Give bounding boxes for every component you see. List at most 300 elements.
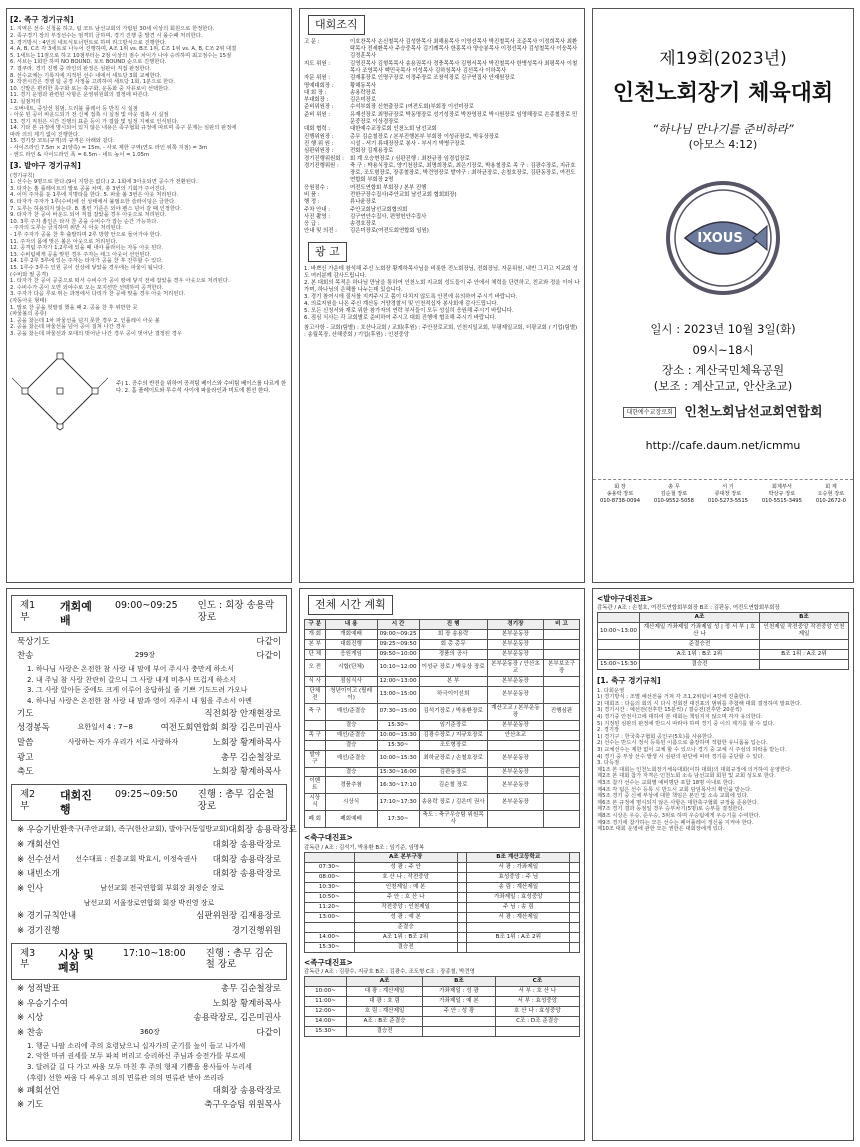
table-header: A조 본부구장 [354, 852, 457, 862]
text-line: 9. 타자가 찬 공이 바운드 되어 직접 잡았을 경우 아웃으로 처리된다. [10, 212, 167, 219]
table-cell [457, 872, 467, 882]
committee-members: 김은미장로 [350, 97, 377, 104]
table-cell [457, 912, 467, 922]
text-line: 7. 도루는 허용되지 않는다. 8. 홈런 기준은 외야 펜스 넘어 갈 때 인정한다. [10, 205, 182, 212]
committee-members: 대한예수교장로회 인천노회 남선교회 [350, 126, 437, 133]
order-item: ※ 인사 [17, 883, 44, 894]
order-detail: 남선교회 전국연합회 부회장 최정순 장로 [100, 883, 225, 892]
table-cell [457, 892, 467, 902]
text-line: 1. 선수는 9명으로 한다.(9이 지방은 없다.) 2. 1회에 3아웃되면 공수가 전환된다. [10, 179, 198, 186]
order-detail: 299장 [134, 651, 155, 660]
committee-role: 응 급 : [304, 221, 320, 228]
table-cell [457, 942, 467, 952]
table-cell: 성 광 : 주 안 [354, 862, 457, 872]
table-cell: 07:30~15:00 [377, 703, 419, 720]
order-detail [33, 709, 204, 720]
order-detail [68, 999, 213, 1010]
table-cell [544, 676, 580, 686]
foot-bracket-table [304, 976, 580, 1037]
committee-row [304, 83, 580, 90]
committee-role: 주차 안내 : [304, 206, 331, 213]
order-row [11, 997, 287, 1012]
table-row [305, 987, 580, 997]
table-cell: 10:00~15:30 [377, 750, 419, 767]
table-cell [487, 811, 543, 828]
part3-hymn [11, 1041, 287, 1084]
committee-role: 준비위원장 : [304, 104, 334, 111]
ads-heading: 광 고 [308, 242, 347, 262]
table-row [305, 882, 580, 892]
footvolley-rules-title: [3. 발야구 경기규칙] [10, 161, 81, 171]
table-cell: 가좌제일 : 예 본 [423, 996, 496, 1006]
table-cell: 결승 [325, 720, 377, 730]
committee-row [304, 112, 580, 127]
table-cell [544, 730, 580, 740]
committee-heading: 대회조직 [308, 15, 365, 35]
diagram-note: 주) 1. 공수의 반전을 위하여 공격팀 베이스와 수비팀 베이스를 다르게 한다. 2. 홈 플레이트와 투수석 사이에 파울라인과 미트에 흰선 한다. [116, 381, 287, 395]
part2-rows [11, 823, 297, 938]
text-line: 4. 이미 주자를 둔 1루에 지명타를 한다. 5. 파울 볼 3번은 아웃 처리된다. [10, 192, 179, 199]
table-cell: 본부운동장 [487, 676, 543, 686]
table-row [598, 650, 849, 660]
cafe-url[interactable]: http://cafe.daum.net/icmmu [645, 439, 801, 453]
order-row [11, 838, 287, 853]
contact-role: 회 장 [614, 483, 626, 490]
committee-members: 회 계 오승현장로 / 심판진행 : 최찬규장 임경섭장로 [350, 155, 470, 162]
order-item: 성경봉독 [17, 723, 50, 734]
order-item: ※ 경기규칙안내 [17, 911, 77, 922]
table-cell [305, 922, 355, 932]
event-place: 장소 : 계산국민체육공원 [661, 363, 785, 378]
table-cell: 준결승 [354, 922, 457, 932]
table-row [305, 750, 580, 767]
table-cell [544, 794, 580, 811]
table-header [570, 852, 580, 862]
table-cell: 10:10~12:00 [377, 659, 419, 676]
table-header [457, 852, 467, 862]
committee-role: 행 정 : [304, 199, 320, 206]
event-title: 인천노회장기 체육대회 [612, 81, 834, 107]
table-cell: 임기준장로 [419, 720, 487, 730]
table-cell: 폐회예배 [325, 811, 377, 828]
table-cell: 15:30~16:00 [377, 767, 419, 777]
committee-row [304, 163, 580, 185]
table-cell: 본부운동장 [487, 629, 543, 639]
table-cell [570, 932, 580, 942]
table-cell: 김순철 장로 [419, 777, 487, 794]
table-cell: 준결승전 [639, 640, 759, 650]
ads-reference: 참고사항 - 교회(팀별) : 호산나교회 / 교회(후원) : 주안장로교회, 인천지일교회, 부평제일교회, 더광교회 / 기업(팀별) : 송월목장, 산해중회 / 기업(후원) : 인천중앙 [304, 324, 578, 338]
table-cell: 본부운동장 [487, 750, 543, 767]
event-time: 09시~18시 [692, 342, 754, 357]
part1-rows [11, 635, 287, 664]
soccer-rules2-title: [1. 축구 경기규칙] [597, 676, 661, 686]
order-detail [50, 637, 257, 648]
contact-item [816, 484, 846, 505]
table-row [305, 740, 580, 750]
table-row [598, 623, 849, 640]
table-cell: 본부운동장 [487, 767, 543, 777]
order-row [11, 909, 287, 924]
text-line: - 1루 주자가 공을 찬 후 출발하며 2루 방향 안으로 들어가야 한다. [10, 231, 162, 238]
table-cell: 하극이이선희 [419, 686, 487, 703]
table-row [305, 686, 580, 703]
committee-members: 송경호장로 [350, 221, 377, 228]
table-cell: 단체전 [305, 686, 326, 703]
table-cell: 개회예배 [325, 629, 377, 639]
order-item: ※ 우승기반환 [17, 825, 68, 836]
committee-row [304, 148, 580, 155]
baseball-field-diagram [10, 341, 110, 441]
table-cell: 13:00~ [305, 912, 355, 922]
table-cell: C조 : D조 준결승 [495, 1016, 579, 1026]
table-cell [305, 720, 326, 730]
committee-list [304, 39, 580, 236]
order-leader: 경기진행위원 [231, 925, 281, 936]
order-leader: 대회장 송용락장로 [212, 840, 281, 850]
order-item: ※ 성적발표 [17, 984, 60, 994]
text-line: 제5조 경기 중 신체 부상에 대한 책임은 본인 및 소속 교회에 있다. [597, 793, 749, 800]
table-cell: 시상식 [305, 794, 326, 811]
table-cell: 안산초교 [487, 730, 543, 740]
schedule-table [304, 619, 580, 829]
table-cell: 오 전 [305, 659, 326, 676]
text-line: 제1조 본 대회는 인천노회장기체육대회(이하 대회)의 대회규정에 의거하여 운영한다. [597, 766, 792, 773]
table-cell: 김광수장로 / 지규호장로 [419, 730, 487, 740]
committee-members: 전회장 김재용장로 [350, 148, 394, 155]
baseball-panel [592, 588, 854, 1141]
table-row [305, 1016, 580, 1026]
table-header: B조 [423, 977, 496, 987]
table-cell: 10:30~ [305, 882, 355, 892]
committee-role: 대 회 장 : [304, 89, 327, 96]
table-header: 비 고 [544, 619, 580, 629]
order-detail [43, 1013, 193, 1024]
table-cell: 07:30~ [305, 862, 355, 872]
contact-name: 송용락 장로 [606, 490, 634, 497]
committee-members: 김은미장로(여전도회연합회 임원) [350, 228, 429, 235]
part2-header: 제2부 대회진행 09:25~09:50 진행 : 총무 김순철 장로 [11, 784, 287, 822]
table-cell [570, 892, 580, 902]
text-line: 6. 서브는 1회만 하며 NO BOUND, 토트 BOUND 순으로 진행한다. [10, 59, 167, 66]
table-row [598, 660, 849, 670]
text-line: 1. 지역은 선수 신청을 하고, 팀 코트 남선교회의 가람된 30세 이상의 회원으로 한정한다. [10, 26, 215, 33]
contact-tel: 010-2672-0 [815, 497, 846, 504]
table-cell: 17:10~17:30 [377, 794, 419, 811]
event-place-sub: (보조 : 계산고교, 안산초교) [653, 378, 793, 393]
table-header: 내 용 [325, 619, 377, 629]
table-cell: 15:30~ [305, 1026, 347, 1036]
order-item: 축도 [17, 767, 34, 778]
order-row [11, 853, 287, 868]
table-row [305, 767, 580, 777]
text-line: 4) 경기 중 부상 선수 발생 시 심판의 판단에 따라 경기를 중단할 수 있다. [597, 753, 765, 760]
table-cell [570, 922, 580, 932]
committee-row [304, 90, 580, 97]
table-row [305, 777, 580, 794]
table-cell: 점심식사 [325, 676, 377, 686]
part1-header: 제1부 개회예배 09:00~09:25 인도 : 회장 송용락 장로 [11, 595, 287, 633]
order-row [11, 823, 297, 838]
edition-label: 제19회(2023년) [659, 49, 787, 69]
table-cell: 조도형장로 [419, 740, 487, 750]
order-leader: 대회장 송용락장로 [212, 1085, 281, 1096]
text-line: 3. 다득점 [597, 760, 620, 767]
committee-members: 총무 김순철장로 / 본부진행본부 부회장 이성규장로, 박유상장로 [350, 133, 500, 140]
text-line: 14. 1루 2루 3루에 있는 주자는 타자가 공을 찬 후 진루할 수 있다. [10, 258, 163, 265]
order-row [11, 649, 287, 664]
order-row [11, 882, 287, 897]
order-detail: 사랑하는 자가 우리가 서로 사랑하자 [67, 738, 179, 746]
order-detail [76, 911, 196, 922]
table-cell: 본부운동장 [487, 686, 543, 703]
contact-item [708, 484, 748, 505]
org-badge: 대한예수교장로회 [623, 407, 675, 418]
table-cell [544, 720, 580, 730]
committee-row [304, 214, 580, 221]
committee-row [304, 104, 580, 111]
table-cell: 가좌제일 : 효성중앙 [467, 892, 570, 902]
soccer-rules-title: [2. 족구 경기규칙] [10, 15, 74, 24]
order-item: ※ 시상 [17, 1013, 44, 1024]
table-cell: 호 림 : 계산제일 [346, 1006, 422, 1016]
footvolley-rules-list [10, 173, 288, 338]
order-row [11, 924, 287, 939]
text-line: 2) 대회조 : 다음의 회의 시 다시 전회전 대진표의 범위를 추첨해 대회 결정하여 발표한다. [597, 700, 802, 707]
table-cell: 호 산 나 : 효성중앙 [495, 1006, 579, 1016]
text-line: 2. 수비수가 공이 오면 외야수로 오는 포지션만 선택하여 공격한다. [10, 284, 164, 291]
committee-role: 명예대회장 : [304, 82, 334, 89]
org-name: 인천노회남선교회연합회 [684, 404, 823, 420]
text-line: 3. 공을 찼는데 파울선과 포대의 벗어난 나간 경우 공이 벗어난 결정된 경우 [10, 330, 182, 337]
committee-role: 경기진행위원회 : [304, 155, 344, 162]
table-row [305, 922, 580, 932]
table-cell: 본부운동장 [487, 777, 543, 794]
order-leader: 노회장 황계하목사 [212, 998, 281, 1009]
committee-row [304, 141, 580, 148]
table-cell: 이성규 장로 / 박유상 장로 [419, 659, 487, 676]
table-cell [570, 902, 580, 912]
table-cell [544, 686, 580, 703]
order-leader: 다같이 [256, 651, 281, 662]
soccer-officials: 감독관 / A조 : 김석기, 박용환 B조 : 임기준, 임명복 [304, 844, 425, 851]
cover-panel [592, 8, 854, 583]
foot-bracket-title: <족구대진표> [304, 957, 353, 967]
table-row [305, 1006, 580, 1016]
contact-name: 오승현 장로 [817, 490, 845, 497]
table-cell [544, 767, 580, 777]
contact-list [593, 479, 853, 505]
order-row [11, 1098, 287, 1113]
table-cell [544, 639, 580, 649]
order-leader: 총무 김순철장로 [220, 752, 281, 763]
table-cell: 결승전 [639, 660, 759, 670]
table-cell: 본부운동장 [487, 649, 543, 659]
order-leader: 대회장 송용락장로 [212, 869, 281, 880]
worship-panel [6, 588, 297, 1141]
text-line: - 오버네트, 중앙선 침범, 드리블 플레이 등 반칙 시 실점 [10, 105, 138, 112]
table-cell: 작전중앙 : 인천제일 [354, 902, 457, 912]
table-cell: B조 1위 : A조 2위 [467, 932, 570, 942]
order-row [11, 867, 287, 882]
committee-members: 유재선장로 최명규장로 박동명장로 성기성장로 박찬영장로 박시원장로 임영해장로 손종철장로 민문중장로 이상경장로 [350, 111, 578, 126]
table-cell: 대회진행 [325, 639, 377, 649]
table-cell: 족 구 [305, 730, 326, 740]
committee-members: 김영진목사 김형목목사 송용권목사 정충목목사 김명서목사 박진철목사 한병성목사 최평목사 이철목사 조영목사 백민국목사 이성목사 김하청목사 김선목사 이하목사 [350, 60, 578, 74]
table-cell [544, 811, 580, 828]
table-cell: 본부운동장 [487, 639, 543, 649]
table-cell: 송용락 장로 / 김은미 권사 [419, 794, 487, 811]
table-row [305, 639, 580, 649]
order-item: ※ 선수선서 [17, 854, 60, 865]
soccer-rules-list [10, 26, 288, 158]
table-row [305, 892, 580, 902]
text-line: 7. 결쿠라, 경기 진행 중 라인의 판정은 심판이 직접 판정한다. [10, 65, 152, 72]
contact-role: 회계부서 [771, 483, 792, 490]
committee-role: 비 품 : [304, 191, 320, 198]
text-line: 4) 경기중 안전사고에 대하여 본 대회는 책임지지 않으며 각자 유의한다. [597, 714, 763, 721]
committee-role: 사진 촬영 : [304, 213, 331, 220]
text-line: 3. 달려갈 길 다 가고 싸움 모두 마친 후 주의 형제 기쁨을 용사들아 누리세 [27, 1063, 252, 1071]
verse-reference: (아모스 4:12) [688, 138, 758, 152]
table-cell: 대 광 : 계산제일 [346, 987, 422, 997]
soccer-bracket-title: <축구대진표> [304, 833, 353, 843]
committee-members: 시설 - 서기 류대장장로 봉사 - 부서기 박병구장로 [350, 140, 465, 147]
order-detail [43, 1100, 204, 1111]
table-cell: 축 구 [305, 703, 326, 720]
order-row [11, 1011, 287, 1026]
ad-item: 4. 의료지원을 나온 주신 계산동 거양경찰서 및 인천적십자 봉사회에 감사드립니다. [304, 300, 499, 307]
text-line: 3. 타자는 홈 플레이트의 발로 공을 차며, 총 3번의 기회가 주어진다. [10, 185, 167, 192]
table-cell: 응원게임 [325, 649, 377, 659]
table-cell [457, 922, 467, 932]
committee-members: 송용락장로 [350, 89, 377, 96]
order-item: ※ 폐회선언 [17, 1085, 60, 1096]
table-cell: 12:00~ [305, 1006, 347, 1016]
table-cell [467, 942, 570, 952]
table-cell [423, 1016, 496, 1026]
table-header [598, 613, 640, 623]
committee-members: 황해동목사 [350, 82, 377, 89]
table-cell: 시상식 [325, 794, 377, 811]
text-line: 12. 공격팀 주자가 1,2루에 있을 때 내야 플라이는 자동 아웃 된다. [10, 245, 164, 252]
table-cell [570, 872, 580, 882]
table-cell: 주 안 : 호 산 나 [354, 892, 457, 902]
table-row [305, 872, 580, 882]
table-row [305, 720, 580, 730]
text-line: 2. 내 주님 참 사랑 찬란히 갈으니 그 사랑 내게 비추사 뜨겁게 하소서 [27, 675, 237, 684]
order-item: ※ 경기진행 [17, 925, 60, 936]
order-row [11, 751, 287, 766]
table-cell: 16:30~17:10 [377, 777, 419, 794]
table-cell: 김석기장로 / 박용환장로 [419, 703, 487, 720]
table-cell: 11:20~ [305, 902, 355, 912]
order-detail [33, 753, 220, 764]
committee-members: 류나윤장로 [350, 199, 377, 206]
table-cell: 서 부 : 효성중앙 [495, 996, 579, 1006]
table-cell: 계산제일 가좌제일 가좌제일 성 | 정 서 부 | 호 산 나 [639, 623, 759, 640]
committee-members: 수석부회장 신현출장로 (여전도회)부회장 이선미장로 [350, 104, 474, 111]
table-row [305, 932, 580, 942]
table-header [305, 977, 347, 987]
table-header: 진 행 [419, 619, 487, 629]
table-cell: 본 부 [305, 639, 326, 649]
table-row [305, 659, 580, 676]
order-item: ※ 개회선언 [17, 840, 60, 850]
baseball-bracket-table [597, 612, 849, 670]
order-row [11, 736, 287, 751]
text-line: 2. 공을 찼는데 파울선을 넘어 공이 걸쳐 나간 경우 [10, 324, 126, 331]
table-header: 구 분 [305, 619, 326, 629]
text-line: 10. 3루 주자 홈인은 타자 찬 공을 수비수가 잡는 순간 가능하다. [10, 218, 159, 225]
table-cell: 본부보조구장 [544, 659, 580, 676]
table-cell: 이벤트 [305, 777, 326, 794]
text-line: 1. 하나님 사랑은 온전한 참 사랑 내 맘에 부어 주시사 충만케 하소서 [27, 664, 234, 673]
contact-name: 김순철 장로 [660, 490, 688, 497]
order-detail [60, 840, 213, 851]
contact-name: 류대장 장로 [714, 490, 742, 497]
table-cell: 식 사 [305, 676, 326, 686]
soccer-bracket-table [304, 852, 580, 953]
table-cell: 발야구 [305, 750, 326, 767]
table-cell: 대 광 : 호 림 [346, 996, 422, 1006]
order-leader: 다같이 [256, 1027, 281, 1038]
committee-role: 진행위원장 : [304, 133, 334, 140]
order-detail [60, 984, 221, 995]
table-cell: A조 1위 : B조 2위 [354, 932, 457, 942]
table-cell: 예선/준결승 [325, 703, 377, 720]
table-cell: 축도 : 축구우승팀 위원목사 [419, 811, 487, 828]
table-cell: 09:50~10:00 [377, 649, 419, 659]
text-line: 제8조 시상은 우승, 준우승, 3위로 하며 우승팀에게 우승기를 수여한다. [597, 812, 761, 819]
table-header: 경기장 [487, 619, 543, 629]
order-leader: 여전도회연합회 회장 김은미권사 [160, 723, 281, 734]
committee-row [304, 39, 580, 61]
committee-members: 주안교회남선교회협의회 [350, 206, 408, 213]
committee-panel [299, 8, 585, 583]
part1-rows2 [11, 707, 287, 780]
table-cell: 10:50~ [305, 892, 355, 902]
table-row [305, 649, 580, 659]
contact-role: 서 기 [722, 483, 734, 490]
text-line: 11. 주자의 몸에 맞은 볼은 아웃으로 처리된다. [10, 238, 118, 245]
table-header: A조 [639, 613, 759, 623]
table-header: C조 [495, 977, 579, 987]
order-detail [60, 926, 232, 937]
table-cell [570, 912, 580, 922]
table-cell: 폐 회 [305, 811, 326, 828]
order-item: 기도 [17, 708, 34, 719]
text-line: 1) 경기구 : 한국축구협회 공인구(5호)를 사용한다. [597, 733, 714, 740]
ad-item: 5. 모든 신청서와 재로 위한 참가자의 연락 부서들이 모두 성실히 응원해 주시기 바랍니다. [304, 307, 514, 314]
table-cell [423, 1026, 496, 1036]
table-row [305, 811, 580, 828]
committee-members: 여전도연합회 부회장 / 본부 진행 [350, 184, 427, 191]
order-item: ※ 찬송 [17, 1027, 44, 1038]
ixous-logo [663, 178, 783, 298]
table-cell: 효성중앙 : 주 님 [467, 872, 570, 882]
table-cell: 본 부 [419, 676, 487, 686]
table-cell: 10:00~ [305, 987, 347, 997]
text-line: 5) 지정된 심판의 판정에 반드시 따라야 하며 경기 중 이의 제기를 할 수 없다. [597, 720, 775, 727]
table-cell: 09:00~09:25 [377, 629, 419, 639]
soccer-rules2-list [597, 688, 849, 833]
order-item: 찬송 [17, 651, 34, 662]
order-item: 묵상기도 [17, 636, 50, 647]
order-row [11, 635, 287, 650]
part3-header: 제3부 시상 및 폐회 17:10~18:00 진행 : 총무 김순철 장로 [11, 943, 287, 981]
text-line: 6. 타자가 주자가 1루(수비)에 선 상태에서 불필요한 슬라이딩은 금한다. [10, 199, 176, 205]
